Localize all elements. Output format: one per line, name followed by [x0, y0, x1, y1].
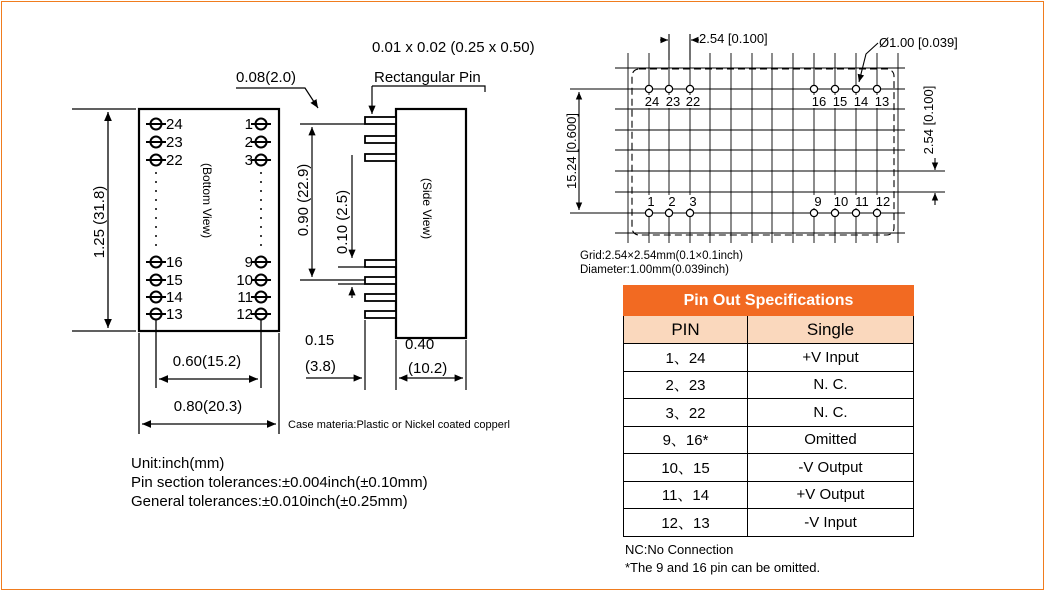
- pin-label-2: 2: [244, 134, 253, 151]
- table-title: Pin Out Specifications: [624, 286, 914, 316]
- pin-label-15: 15: [166, 272, 183, 289]
- fp-label-10: 10: [833, 194, 849, 209]
- table-header-single: Single: [748, 316, 914, 344]
- fp-label-23: 23: [665, 94, 681, 109]
- dim-height: 1.25 (31.8): [91, 185, 108, 259]
- function-cell: -V Input: [748, 509, 914, 537]
- fp-label-24: 24: [644, 94, 660, 109]
- pin-length-mm: (3.8): [305, 358, 336, 375]
- pin-offset-label: 0.08(2.0): [236, 69, 297, 86]
- function-cell: Omitted: [748, 426, 914, 454]
- table-row: [624, 454, 914, 482]
- footprint-top-labels: [643, 94, 889, 109]
- function-cell: -V Output: [748, 454, 914, 482]
- pin-cell: 2、23: [624, 371, 748, 399]
- function-cell: N. C.: [748, 399, 914, 427]
- grid-row-spacing-label: 15.24 [0.600]: [564, 113, 579, 189]
- grid-right-pitch-label: 2.54 [0.100]: [921, 85, 936, 155]
- grid-diameter-label: Ø1.00 [0.039]: [879, 35, 958, 50]
- case-material-note: Case materia:Plastic or Nickel coated copperl: [288, 419, 510, 431]
- grid-pitch-label: 2.54 [0.100]: [699, 31, 768, 46]
- table-header-pin: PIN: [624, 316, 748, 344]
- pin-cell: 9、16*: [624, 426, 748, 454]
- depth-in: 0.40: [405, 336, 435, 353]
- side-view-pins: [365, 117, 396, 318]
- pin-label-16: 16: [166, 254, 183, 271]
- footprint-bottom-labels: [643, 194, 892, 209]
- depth-mm: (10.2): [408, 360, 448, 377]
- pin-label-23: 23: [166, 134, 183, 151]
- grid-note: Grid:2.54×2.54mm(0.1×0.1inch): [580, 250, 744, 262]
- pin-label-13: 13: [166, 306, 183, 323]
- pin-label-11: 11: [237, 289, 253, 306]
- fp-label-12: 12: [875, 194, 891, 209]
- pin-pitch-label: 0.10 (2.5): [334, 189, 351, 255]
- side-view: [236, 39, 535, 390]
- table-row: [624, 371, 914, 399]
- grid-notes: [580, 249, 743, 277]
- pin-span-label: 0.90 (22.9): [295, 163, 312, 237]
- pin-label-22: 22: [166, 152, 183, 169]
- pin-label-12: 12: [236, 306, 253, 323]
- pin-size-label: 0.01 x 0.02 (0.25 x 0.50): [372, 39, 535, 56]
- fp-label-15: 15: [832, 94, 848, 109]
- table-row: [624, 481, 914, 509]
- fp-label-13: 13: [874, 94, 890, 109]
- fp-label-14: 14: [853, 94, 869, 109]
- bottom-view: [72, 109, 279, 434]
- table-row: [624, 509, 914, 537]
- table-row: [624, 399, 914, 427]
- table-row: [624, 344, 914, 372]
- grid-lines: [615, 53, 905, 243]
- omit-footnote: *The 9 and 16 pin can be omitted.: [625, 560, 821, 575]
- pin-type-label: Rectangular Pin: [374, 69, 481, 86]
- fp-label-16: 16: [811, 94, 827, 109]
- function-cell: +V Output: [748, 481, 914, 509]
- pin-cell: 3、22: [624, 399, 748, 427]
- pin-cell: 12、13: [624, 509, 748, 537]
- dim-outer-width: 0.80(20.3): [173, 398, 243, 415]
- pin-label-3: 3: [244, 152, 253, 169]
- pin-label-1: 1: [244, 116, 253, 133]
- fp-label-9: 9: [814, 194, 822, 209]
- units-notes: [131, 454, 428, 511]
- footnotes: [625, 541, 820, 577]
- pin-cell: 10、15: [624, 454, 748, 482]
- pin-tolerance-note: Pin section tolerances:±0.004inch(±0.10mm): [131, 474, 428, 491]
- unit-note: Unit:inch(mm): [131, 455, 225, 472]
- pin-label-24: 24: [166, 116, 183, 133]
- pin-cell: 11、14: [624, 481, 748, 509]
- footprint-grid: [564, 31, 958, 243]
- pin-length-in: 0.15: [305, 332, 335, 349]
- fp-label-2: 2: [668, 194, 676, 209]
- function-cell: N. C.: [748, 371, 914, 399]
- bottom-view-label: (Bottom View): [200, 163, 214, 239]
- diameter-note: Diameter:1.00mm(0.039inch): [580, 264, 729, 276]
- nc-footnote: NC:No Connection: [625, 542, 734, 557]
- pin-out-table: [623, 285, 914, 537]
- fp-label-3: 3: [689, 194, 697, 209]
- fp-label-11: 11: [855, 194, 869, 209]
- fp-label-22: 22: [685, 94, 701, 109]
- pin-label-9: 9: [244, 254, 253, 271]
- pin-cell: 1、24: [624, 344, 748, 372]
- fp-label-1: 1: [647, 194, 655, 209]
- general-tolerance-note: General tolerances:±0.010inch(±0.25mm): [131, 493, 408, 510]
- dim-inner-width: 0.60(15.2): [172, 353, 242, 370]
- side-view-label: (Side View): [420, 178, 434, 240]
- pin-label-14: 14: [166, 289, 183, 306]
- pin-label-10: 10: [236, 272, 253, 289]
- function-cell: +V Input: [748, 344, 914, 372]
- table-row: [624, 426, 914, 454]
